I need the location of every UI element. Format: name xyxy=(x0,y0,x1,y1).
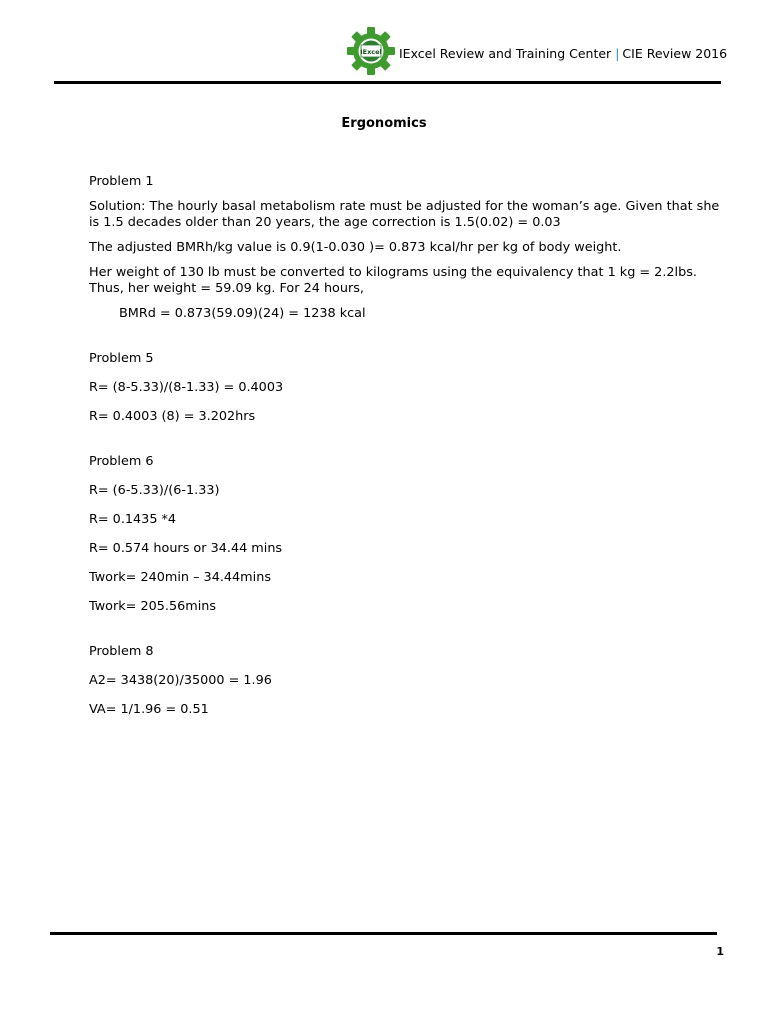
equation: R= (8-5.33)/(8-1.33) = 0.4003 xyxy=(89,380,284,395)
problem-heading: Problem 6 xyxy=(89,454,154,469)
equation: Twork= 240min – 34.44mins xyxy=(89,570,271,585)
equation: R= 0.1435 *4 xyxy=(89,512,177,527)
page-number: 1 xyxy=(716,945,724,958)
footer-rule xyxy=(50,932,717,935)
header-rule xyxy=(54,81,721,84)
equation: BMRd = 0.873(59.09)(24) = 1238 kcal xyxy=(119,306,366,321)
equation: R= (6-5.33)/(6-1.33) xyxy=(89,483,220,498)
problem-heading: Problem 1 xyxy=(89,174,154,189)
problem-8 xyxy=(89,644,725,718)
problem-1 xyxy=(89,174,725,322)
equation: VA= 1/1.96 = 0.51 xyxy=(89,702,209,717)
header-caption xyxy=(399,46,727,61)
equation: R= 0.574 hours or 34.44 mins xyxy=(89,541,283,556)
problem-heading: Problem 8 xyxy=(89,644,154,659)
header-separator: | xyxy=(615,46,620,61)
problem-6 xyxy=(89,454,725,615)
page-header xyxy=(0,0,768,84)
paragraph: Her weight of 130 lb must be converted to kilograms using the equivalency that 1 kg = 2.2lbs. Thus, her weight = 59.09 kg. For 24 hours, xyxy=(89,265,697,296)
gear-logo-icon xyxy=(346,26,396,76)
problem-heading: Problem 5 xyxy=(89,351,154,366)
problem-5 xyxy=(89,351,725,425)
equation: R= 0.4003 (8) = 3.202hrs xyxy=(89,409,256,424)
logo-text: IExcel xyxy=(360,48,382,56)
paragraph: The adjusted BMRh/kg value is 0.9(1-0.030 )= 0.873 kcal/hr per kg of body weight. xyxy=(89,240,622,255)
paragraph: Solution: The hourly basal metabolism rate must be adjusted for the woman’s age. Given that she is 1.5 decades older than 20 years, the age correction is 1.5(0.02) = 0.03 xyxy=(89,199,720,230)
org-name: IExcel Review and Training Center xyxy=(399,46,612,61)
equation: Twork= 205.56mins xyxy=(89,599,217,614)
program-name: CIE Review 2016 xyxy=(622,46,728,61)
document-body xyxy=(89,174,725,731)
equation: A2= 3438(20)/35000 = 1.96 xyxy=(89,673,272,688)
document-title: Ergonomics xyxy=(341,116,427,131)
